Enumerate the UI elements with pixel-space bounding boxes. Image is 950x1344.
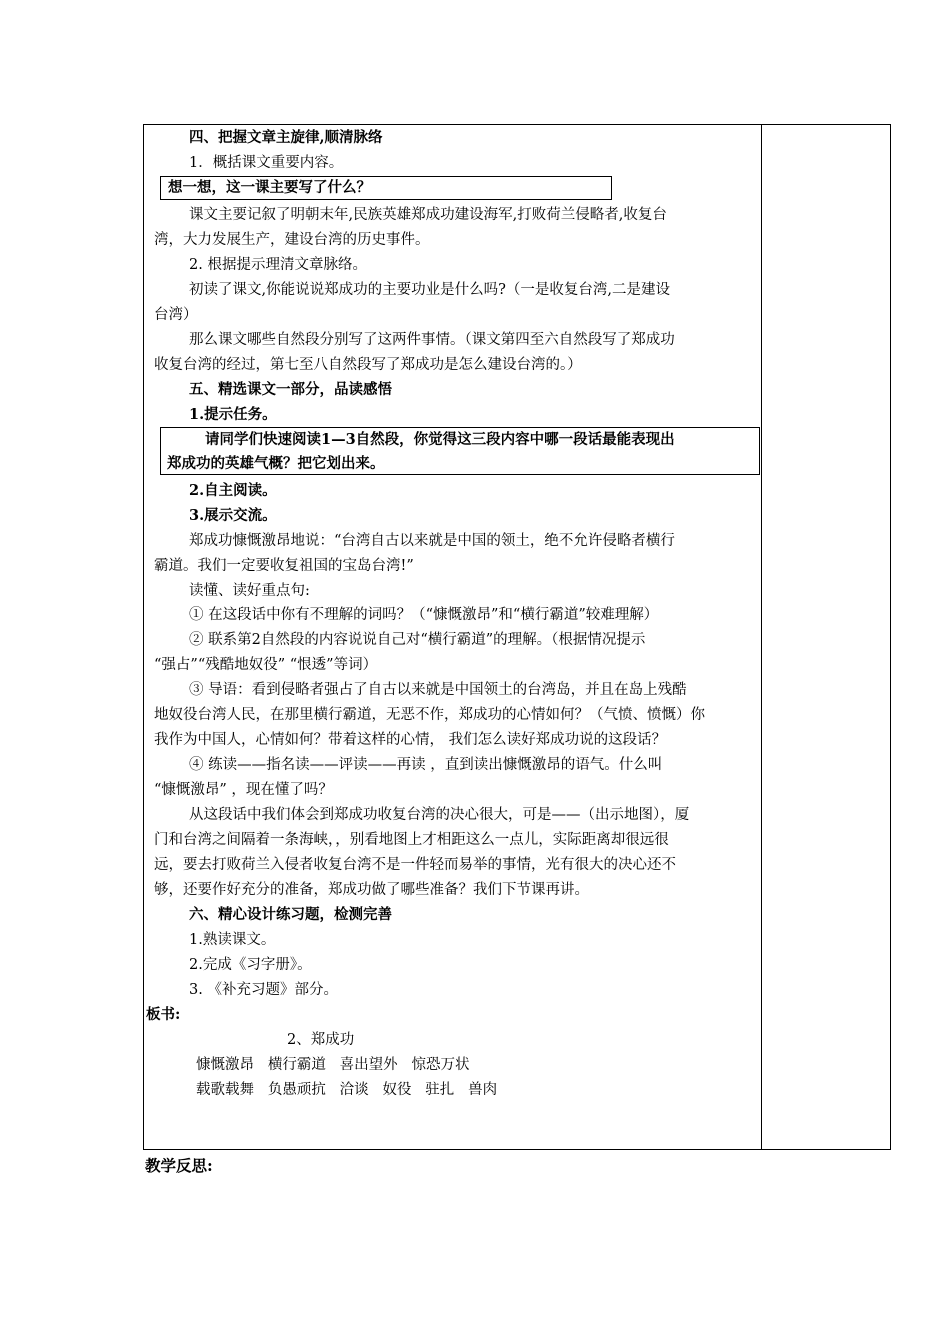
question2-line-1: 那么课文哪些自然段分别写了这两件事情。（课文第四至六自然段写了郑成功 — [189, 332, 675, 348]
section5-item2: 2.自主阅读。 — [189, 482, 277, 499]
section5-item1: 1.提示任务。 — [189, 406, 277, 423]
reflection-label: 教学反思: — [145, 1156, 213, 1175]
point4-line-2: “慷慨激昂” ，现在懂了吗？ — [154, 782, 333, 798]
section4-prompt: 想一想，这一课主要写了什么？ — [168, 179, 371, 196]
para-line-3: 远，要去打败荷兰入侵者收复台湾不是一件轻而易举的事情，光有很大的决心还不 — [154, 857, 676, 873]
board-row-1: 慷慨激昂 横行霸道 喜出望外 惊恐万状 — [196, 1057, 470, 1073]
point2-line-1: ② 联系第2自然段的内容说说自己对“横行霸道”的理解。（根据情况提示 — [189, 632, 646, 648]
section5-heading: 五、精选课文一部分，品读感悟 — [189, 381, 392, 398]
point1: ① 在这段话中你有不理解的词吗？（“慷慨激昂”和“横行霸道”较难理解） — [189, 607, 659, 623]
board-title: 2、郑成功 — [287, 1032, 355, 1048]
read-intro: 读懂、读好重点句: — [189, 583, 310, 599]
section4-item2: 2. 根据提示理清文章脉络。 — [189, 257, 367, 273]
task-line-2: 郑成功的英雄气概？把它划出来。 — [167, 455, 385, 472]
point3-line-3: 我作为中国人，心情如何？带着这样的心情， 我们怎么读好郑成功说的这段话？ — [154, 732, 667, 748]
summary-line-2: 湾，大力发展生产，建设台湾的历史事件。 — [154, 232, 430, 248]
section6-item2: 2.完成《习字册》。 — [189, 957, 312, 973]
point3-line-2: 地奴役台湾人民，在那里横行霸道，无恶不作，郑成功的心情如何？（气愤、愤慨）你 — [154, 707, 705, 723]
quote-line-2: 霸道。我们一定要收复祖国的宝岛台湾!” — [154, 558, 414, 574]
table-column-divider — [761, 124, 762, 1150]
point4-line-1: ④ 练读——指名读——评读——再读 ，直到读出慷慨激昂的语气。什么叫 — [189, 757, 663, 773]
section4-heading: 四、把握文章主旋律,顺清脉络 — [189, 129, 383, 146]
board-label: 板书: — [146, 1006, 181, 1023]
point2-line-2: “强占”“残酷地奴役” “恨透”等词） — [154, 657, 378, 673]
para-line-2: 门和台湾之间隔着一条海峡，，别看地图上才相距这么一点儿，实际距离却很远很 — [154, 832, 669, 848]
question1-line-1: 初读了课文,你能说说郑成功的主要功业是什么吗?（一是收复台湾,二是建设 — [189, 282, 670, 298]
task-line-1: 请同学们快速阅读1—3自然段，你觉得这三段内容中哪一段话最能表现出 — [205, 431, 675, 448]
question2-line-2: 收复台湾的经过，第七至八自然段写了郑成功是怎么建设台湾的。） — [154, 357, 582, 373]
para-line-1: 从这段话中我们体会到郑成功收复台湾的决心很大，可是——（出示地图），厦 — [189, 807, 690, 823]
question1-line-2: 台湾） — [154, 307, 198, 323]
para-line-4: 够，还要作好充分的准备，郑成功做了哪些准备？我们下节课再讲。 — [154, 882, 589, 898]
quote-line-1: 郑成功慷慨激昂地说：“台湾自古以来就是中国的领土，绝不允许侵略者横行 — [189, 533, 675, 549]
section6-item1: 1.熟读课文。 — [189, 932, 276, 948]
summary-line-1: 课文主要记叙了明朝末年,民族英雄郑成功建设海军,打败荷兰侵略者,收复台 — [189, 207, 667, 223]
board-row-2: 载歌载舞 负愚顽抗 洽谈 奴役 驻扎 兽肉 — [196, 1082, 498, 1098]
section6-item3: 3. 《补充习题》部分。 — [189, 982, 338, 998]
section4-item1: 1．概括课文重要内容。 — [189, 155, 344, 171]
point3-line-1: ③ 导语：看到侵略者强占了自古以来就是中国领土的台湾岛，并且在岛上残酷 — [189, 682, 687, 698]
section5-item3: 3.展示交流。 — [189, 507, 277, 524]
section6-heading: 六、精心设计练习题，检测完善 — [189, 906, 392, 923]
